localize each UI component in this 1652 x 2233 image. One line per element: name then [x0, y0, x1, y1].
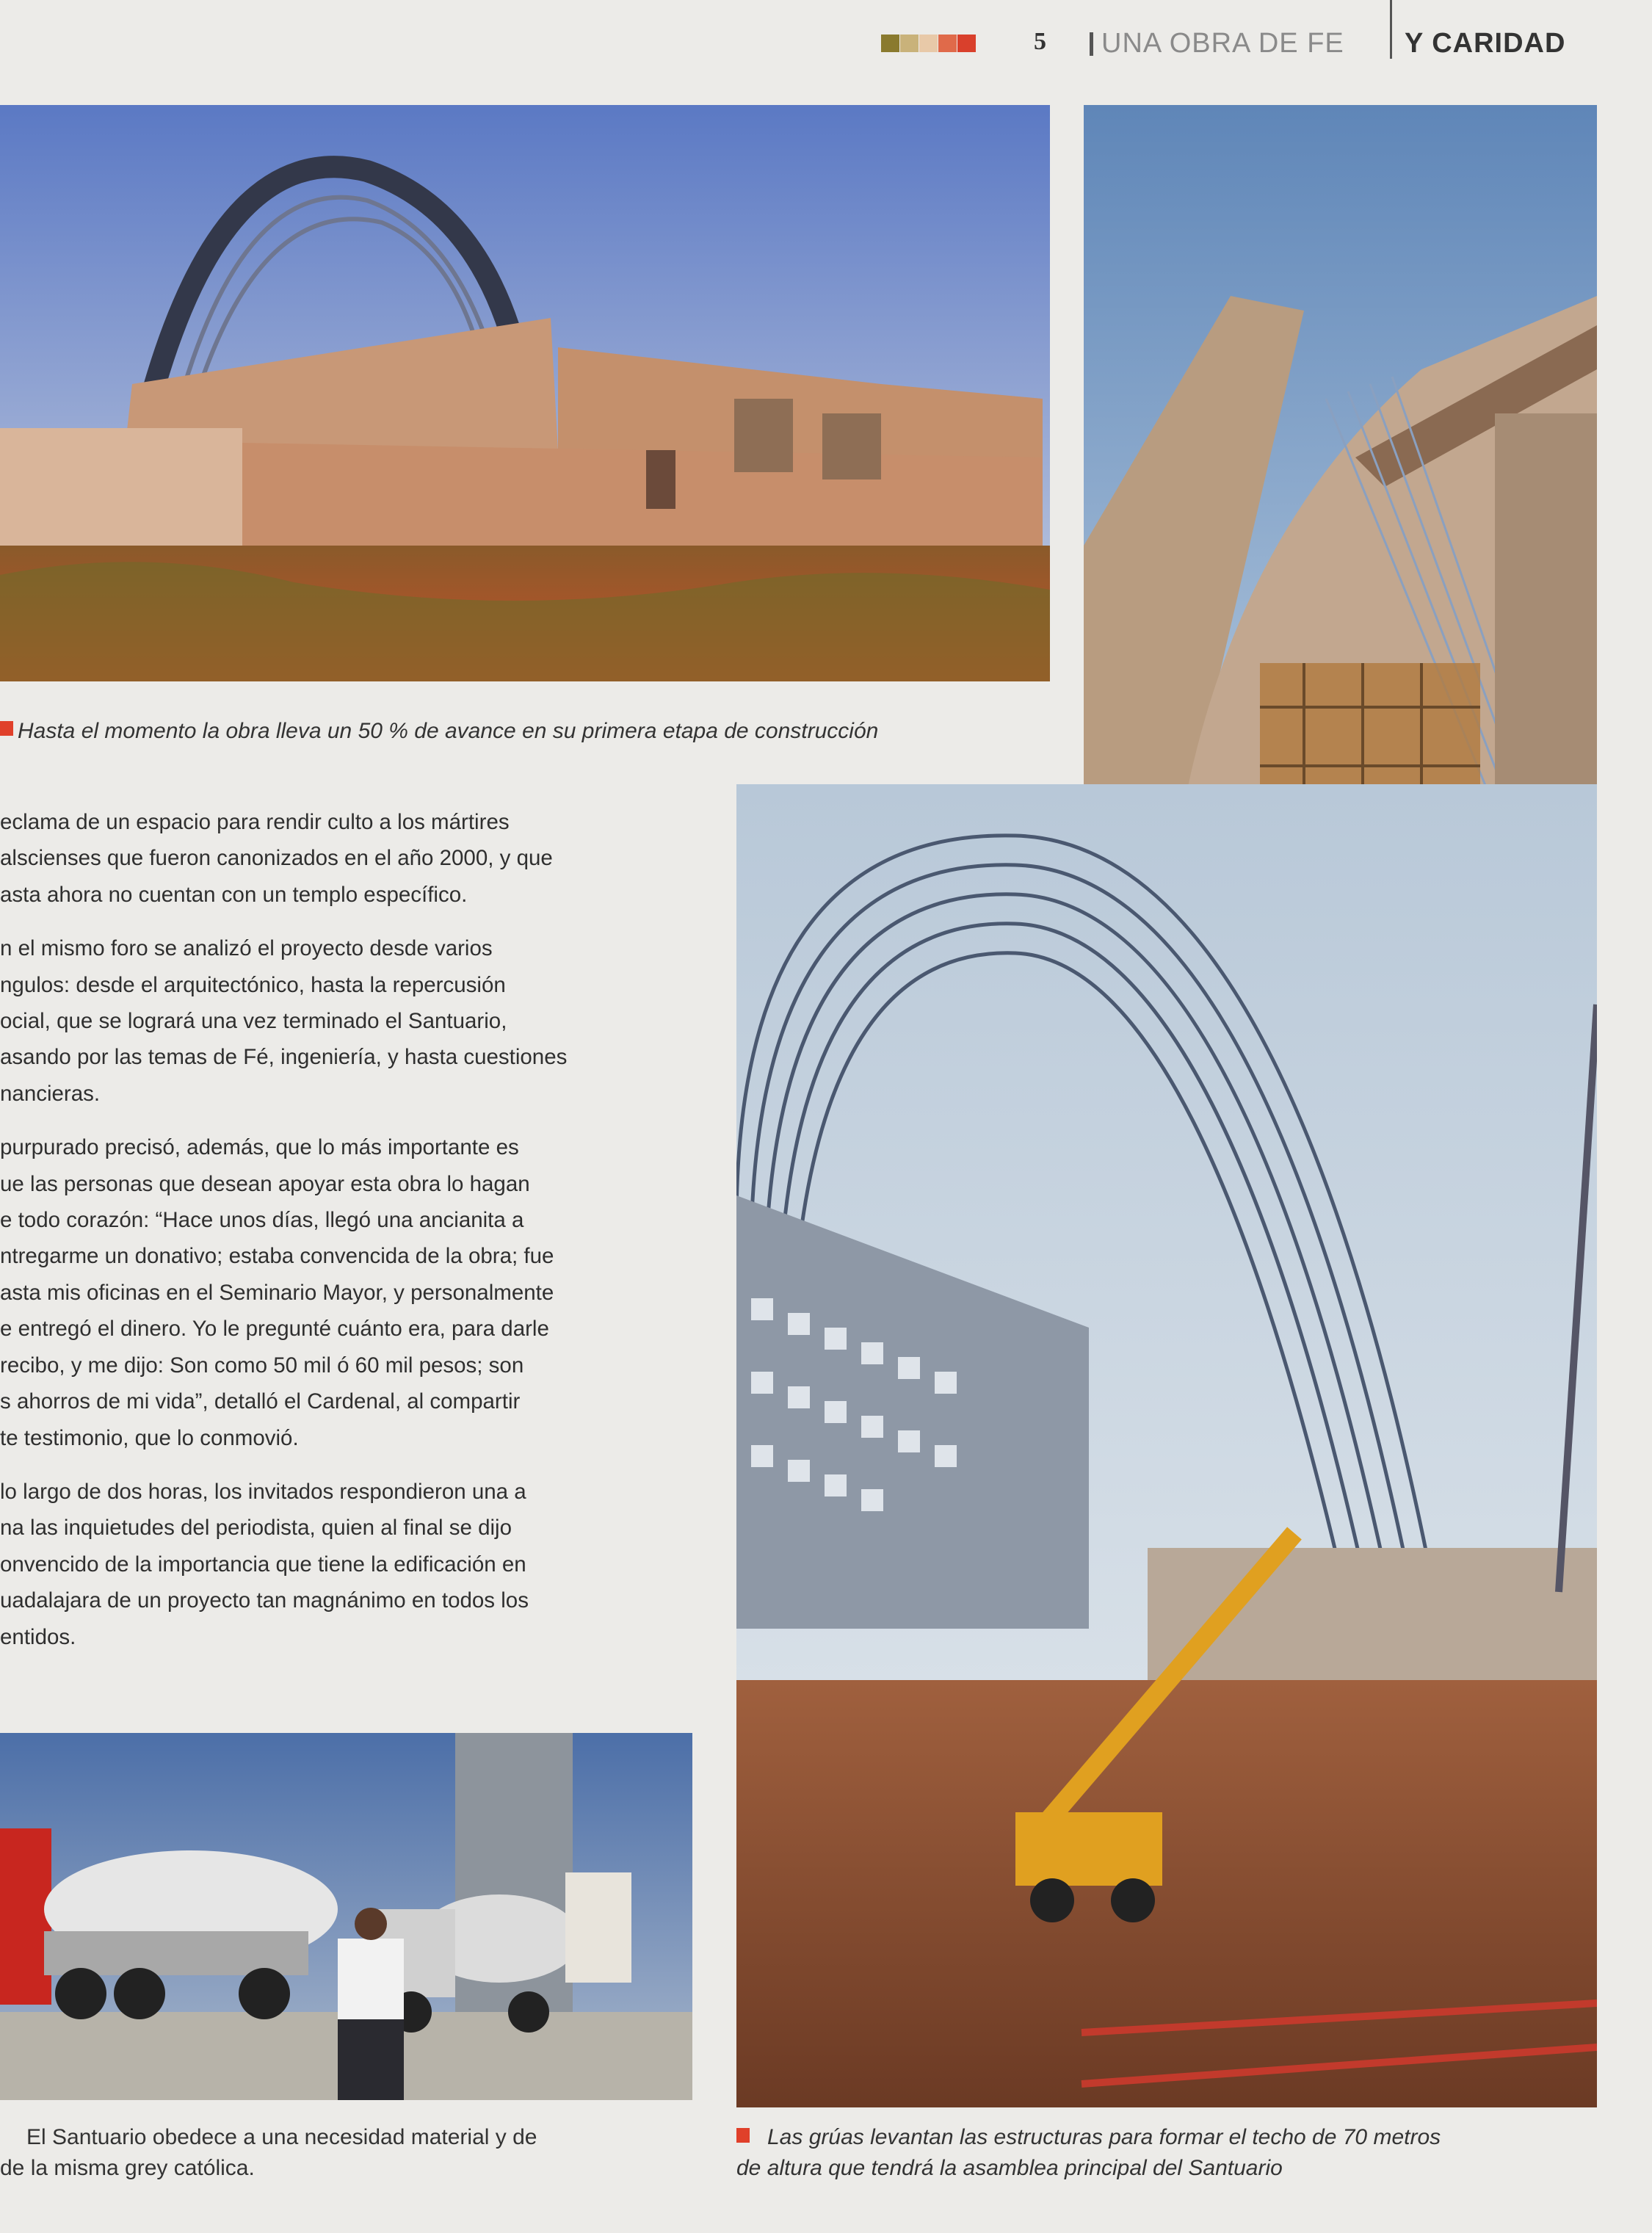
- text-line: e entregó el dinero. Yo le pregunté cuánto era, para darle: [0, 1317, 549, 1342]
- text-line: ngulos: desde el arquitectónico, hasta la repercusión: [0, 972, 506, 997]
- caption-left-line2: de la misma grey católica.: [0, 2156, 255, 2180]
- text-line: uadalajara de un proyecto tan magnánimo en todos los: [0, 1588, 529, 1613]
- caption-left-line1: El Santuario obedece a una necesidad material y de: [26, 2125, 537, 2149]
- caption-bullet: [736, 2128, 750, 2143]
- caption-right-line2: de altura que tendrá la asamblea principal del Santuario: [736, 2156, 1283, 2180]
- text-line: eclama de un espacio para rendir culto a los mártires: [0, 810, 510, 834]
- header-bar: [1090, 32, 1093, 56]
- color-swatch: [919, 35, 938, 52]
- text-line: ocial, que se logrará una vez terminado el Santuario,: [0, 1009, 507, 1034]
- text-line: purpurado precisó, además, que lo más importante es: [0, 1135, 519, 1160]
- color-swatch: [900, 35, 919, 52]
- photo-cement-trucks: [0, 1733, 692, 2100]
- photo-concrete-arches: [1084, 105, 1597, 880]
- caption-bullet: [0, 721, 13, 736]
- caption-right-line1: Las grúas levantan las estructuras para formar el techo de 70 metros: [767, 2125, 1441, 2149]
- caption-top: Hasta el momento la obra lleva un 50 % de avance en su primera etapa de construcción: [18, 719, 879, 743]
- text-line: ntregarme un donativo; estaba convencida de la obra; fue: [0, 1244, 554, 1269]
- text-line: e todo corazón: “Hace unos días, llegó una ancianita a: [0, 1208, 524, 1233]
- photo-construction-arch: [0, 105, 1050, 681]
- text-line: ue las personas que desean apoyar esta obra lo hagan: [0, 1171, 530, 1196]
- color-swatch: [938, 35, 957, 52]
- text-line: na las inquietudes del periodista, quien al final se dijo: [0, 1516, 512, 1541]
- series-title: Y CARIDAD: [1405, 28, 1566, 59]
- photo-steel-arch-crane: [736, 784, 1597, 2107]
- text-line: entidos.: [0, 1624, 76, 1649]
- section-title: UNA OBRA DE FE: [1101, 28, 1344, 59]
- article-body: [0, 804, 690, 1673]
- paragraph: [0, 930, 690, 1112]
- text-line: n el mismo foro se analizó el proyecto desde varios: [0, 936, 493, 961]
- header-divider: [1390, 0, 1392, 59]
- text-line: s ahorros de mi vida”, detalló el Cardenal, al compartir: [0, 1389, 521, 1414]
- text-line: lo largo de dos horas, los invitados respondieron una a: [0, 1479, 526, 1504]
- paragraph: [0, 1129, 690, 1456]
- text-line: te testimonio, que lo conmovió.: [0, 1425, 299, 1450]
- text-line: onvencido de la importancia que tiene la edificación en: [0, 1552, 526, 1577]
- page-number: 5: [1034, 28, 1046, 55]
- text-line: asando por las temas de Fé, ingeniería, y hasta cuestiones: [0, 1045, 568, 1070]
- paragraph: [0, 804, 690, 913]
- color-swatch: [881, 35, 899, 52]
- paragraph: [0, 1474, 690, 1655]
- color-swatch: [957, 35, 976, 52]
- text-line: recibo, y me dijo: Son como 50 mil ó 60 mil pesos; son: [0, 1353, 524, 1378]
- text-line: alscienses que fueron canonizados en el año 2000, y que: [0, 846, 553, 871]
- text-line: nancieras.: [0, 1081, 101, 1106]
- text-line: asta ahora no cuentan con un templo específico.: [0, 882, 468, 907]
- text-line: asta mis oficinas en el Seminario Mayor, y personalmente: [0, 1280, 554, 1305]
